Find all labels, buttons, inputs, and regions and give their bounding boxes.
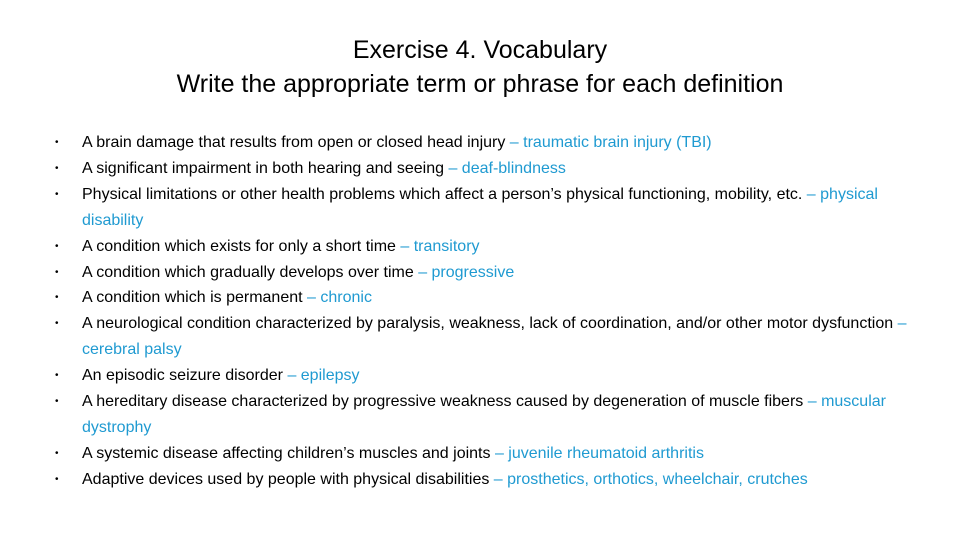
list-item bbox=[55, 182, 935, 234]
definition-text: A condition which gradually develops over time bbox=[82, 263, 419, 281]
definition-text: An episodic seizure disorder bbox=[82, 367, 288, 385]
list-item bbox=[55, 130, 935, 156]
definition-text: A hereditary disease characterized by progressive weakness caused by degeneration of muscle fibers bbox=[82, 393, 808, 411]
term-text: – deaf-blindness bbox=[448, 159, 566, 177]
term-text: – muscular dystrophy bbox=[82, 393, 886, 436]
definition-text: A neurological condition characterized by paralysis, weakness, lack of coordination, and/or other motor dysfunction bbox=[82, 315, 898, 333]
bullet-icon: • bbox=[55, 370, 59, 382]
bullet-icon: • bbox=[55, 447, 59, 459]
term-text: – cerebral palsy bbox=[82, 315, 907, 359]
bullet-icon: • bbox=[55, 240, 59, 252]
list-item bbox=[55, 234, 935, 260]
bullet-icon: • bbox=[55, 162, 59, 174]
definition-text: A systemic disease affecting children’s muscles and joints bbox=[82, 444, 495, 462]
term-text: – transitory bbox=[400, 237, 480, 255]
bullet-icon: • bbox=[55, 188, 59, 200]
definition-text: Adaptive devices used by people with physical disabilities bbox=[82, 470, 494, 488]
list-item bbox=[55, 311, 935, 363]
definition-text: Physical limitations or other health problems which affect a person’s physical functioning, mobility, etc. bbox=[82, 185, 807, 203]
title-line-instructions: Write the appropriate term or phrase for each definition bbox=[176, 70, 784, 98]
bullet-icon: • bbox=[55, 266, 59, 278]
list-item bbox=[55, 156, 935, 182]
definition-text: A significant impairment in both hearing and seeing bbox=[82, 159, 449, 177]
definition-text: A condition which exists for only a short time bbox=[82, 237, 401, 255]
term-text: – traumatic brain injury (TBI) bbox=[509, 134, 712, 151]
list-item bbox=[55, 441, 935, 467]
term-text: – juvenile rheumatoid arthritis bbox=[494, 444, 704, 462]
term-text: – epilepsy bbox=[287, 367, 360, 385]
term-text: – progressive bbox=[418, 263, 515, 281]
list-item bbox=[55, 260, 935, 286]
bullet-icon: • bbox=[55, 137, 59, 148]
list-item bbox=[55, 363, 935, 389]
slide-title bbox=[0, 33, 960, 101]
definition-text: A brain damage that results from open or closed head injury bbox=[82, 134, 510, 151]
bullet-icon: • bbox=[55, 292, 59, 304]
title-line-exercise: Exercise 4. Vocabulary bbox=[352, 36, 608, 64]
list-item bbox=[55, 285, 935, 311]
term-text: – prosthetics, orthotics, wheelchair, crutches bbox=[493, 470, 808, 488]
term-text: – physical disability bbox=[82, 185, 878, 229]
bullet-icon: • bbox=[55, 318, 59, 330]
definition-text: A condition which is permanent bbox=[82, 289, 308, 307]
term-text: – chronic bbox=[307, 289, 372, 307]
bullet-icon: • bbox=[55, 473, 59, 485]
vocabulary-list bbox=[55, 130, 935, 493]
list-item bbox=[55, 467, 935, 493]
bullet-icon: • bbox=[55, 396, 59, 408]
list-item bbox=[55, 389, 935, 441]
